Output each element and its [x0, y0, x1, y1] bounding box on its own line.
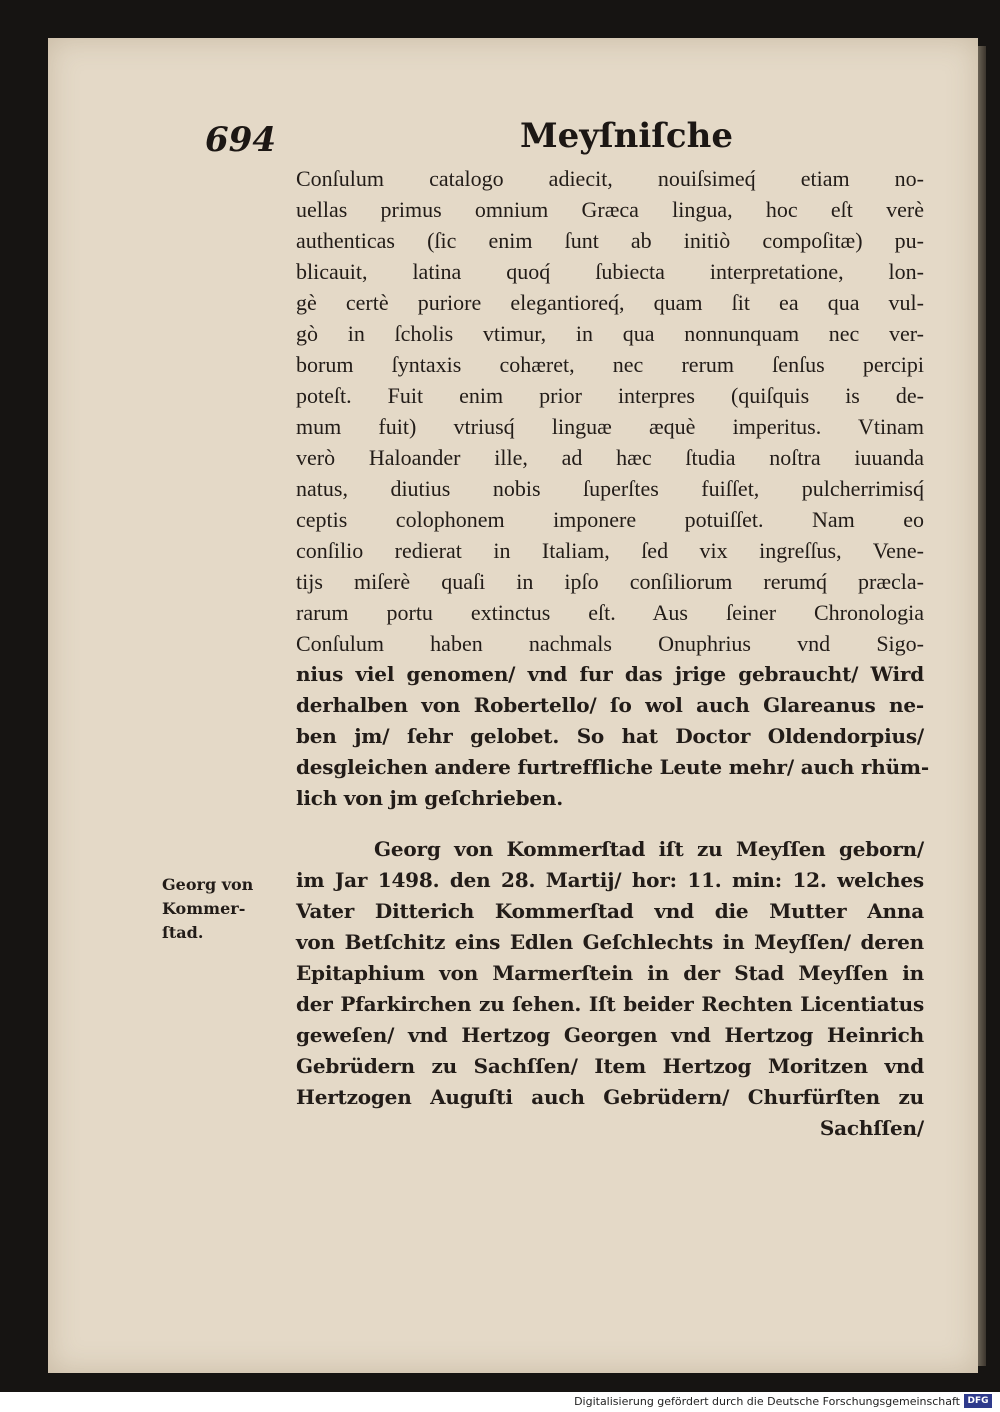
text-line: authenticas (ſic enim ſunt ab initiò compoſitæ) pu- — [296, 228, 924, 253]
text-line: mum fuit) vtriusq́ linguæ æquè imperitus. Vtinam — [296, 414, 924, 439]
funding-notice: Digitalisierung gefördert durch die Deutsche Forschungsgemeinschaft — [574, 1395, 960, 1408]
text-line: Sachſſen/ — [819, 1116, 924, 1140]
margin-note — [162, 873, 287, 945]
text-line: poteſt. Fuit enim prior interpres (quiſquis is de- — [296, 383, 924, 408]
text-line: desgleichen andere furtreffliche Leute mehr/ auch rhüm- — [296, 755, 929, 779]
text-line: gè certè puriore elegantioreq́, quam ſit ea qua vul- — [296, 290, 924, 315]
text-line: derhalben von Robertello/ ſo wol auch Glareanus ne- — [296, 693, 924, 717]
text-line: blicauit, latina quoq́ ſubiecta interpretatione, lon- — [296, 259, 924, 284]
text-line: der Pfarkirchen zu ſehen. Iſt beider Rechten Licentiatus — [296, 992, 924, 1016]
running-head: Meyſniſche — [520, 116, 733, 156]
text-line: Conſulum haben nachmals Onuphrius vnd Sigo- — [296, 631, 924, 656]
text-line: Gebrüdern zu Sachſſen/ Item Hertzog Moritzen vnd — [296, 1054, 924, 1078]
dfg-logo: DFG — [964, 1394, 992, 1408]
text-line: Hertzogen Auguſti auch Gebrüdern/ Churfürſten zu — [296, 1085, 924, 1109]
margin-note-line: Kommer- — [162, 899, 246, 918]
margin-note-line: ſtad. — [162, 923, 204, 942]
text-line: ceptis colophonem imponere potuiſſet. Nam eo — [296, 507, 924, 532]
margin-note-line: Georg von — [162, 875, 254, 894]
text-line: Georg von Kommerſtad iſt zu Meyſſen geborn/ — [374, 837, 924, 861]
text-line: gò in ſcholis vtimur, in qua nonnunquam nec ver- — [296, 321, 924, 346]
text-line: lich von jm geſchrieben. — [296, 786, 564, 810]
text-line: im Jar 1498. den 28. Martij/ hor: 11. min: 12. welches — [296, 868, 924, 892]
text-line: conſilio redierat in Italiam, ſed vix ingreſſus, Vene- — [296, 538, 924, 563]
text-line: nius viel genomen/ vnd fur das jrige gebraucht/ Wird — [296, 662, 924, 686]
body-text — [296, 163, 929, 1144]
page-number: 694 — [205, 120, 276, 160]
text-line: Conſulum catalogo adiecit, nouiſsimeq́ etiam no- — [296, 166, 924, 191]
footer-bar — [0, 1392, 1000, 1412]
text-line: borum ſyntaxis cohæret, nec rerum ſenſus percipi — [296, 352, 924, 377]
text-line: geweſen/ vnd Hertzog Georgen vnd Hertzog Heinrich — [296, 1023, 924, 1047]
text-line: rarum portu extinctus eſt. Aus ſeiner Chronologia — [296, 600, 924, 625]
text-line: tijs miſerè quaſi in ipſo conſiliorum rerumq́ præcla- — [296, 569, 924, 594]
text-line: uellas primus omnium Græca lingua, hoc eſt verè — [296, 197, 924, 222]
text-line: natus, diutius nobis ſuperſtes fuiſſet, pulcherrimisq́ — [296, 476, 924, 501]
text-line: Vater Ditterich Kommerſtad vnd die Mutter Anna — [296, 899, 924, 923]
text-line: Epitaphium von Marmerſtein in der Stad Meyſſen in — [296, 961, 924, 985]
text-line: von Betſchitz eins Edlen Geſchlechts in Meyſſen/ deren — [296, 930, 924, 954]
text-line: verò Haloander ille, ad hæc ſtudia noſtra iuuanda — [296, 445, 924, 470]
text-line: ben jm/ ſehr gelobet. So hat Doctor Oldendorpius/ — [296, 724, 924, 748]
